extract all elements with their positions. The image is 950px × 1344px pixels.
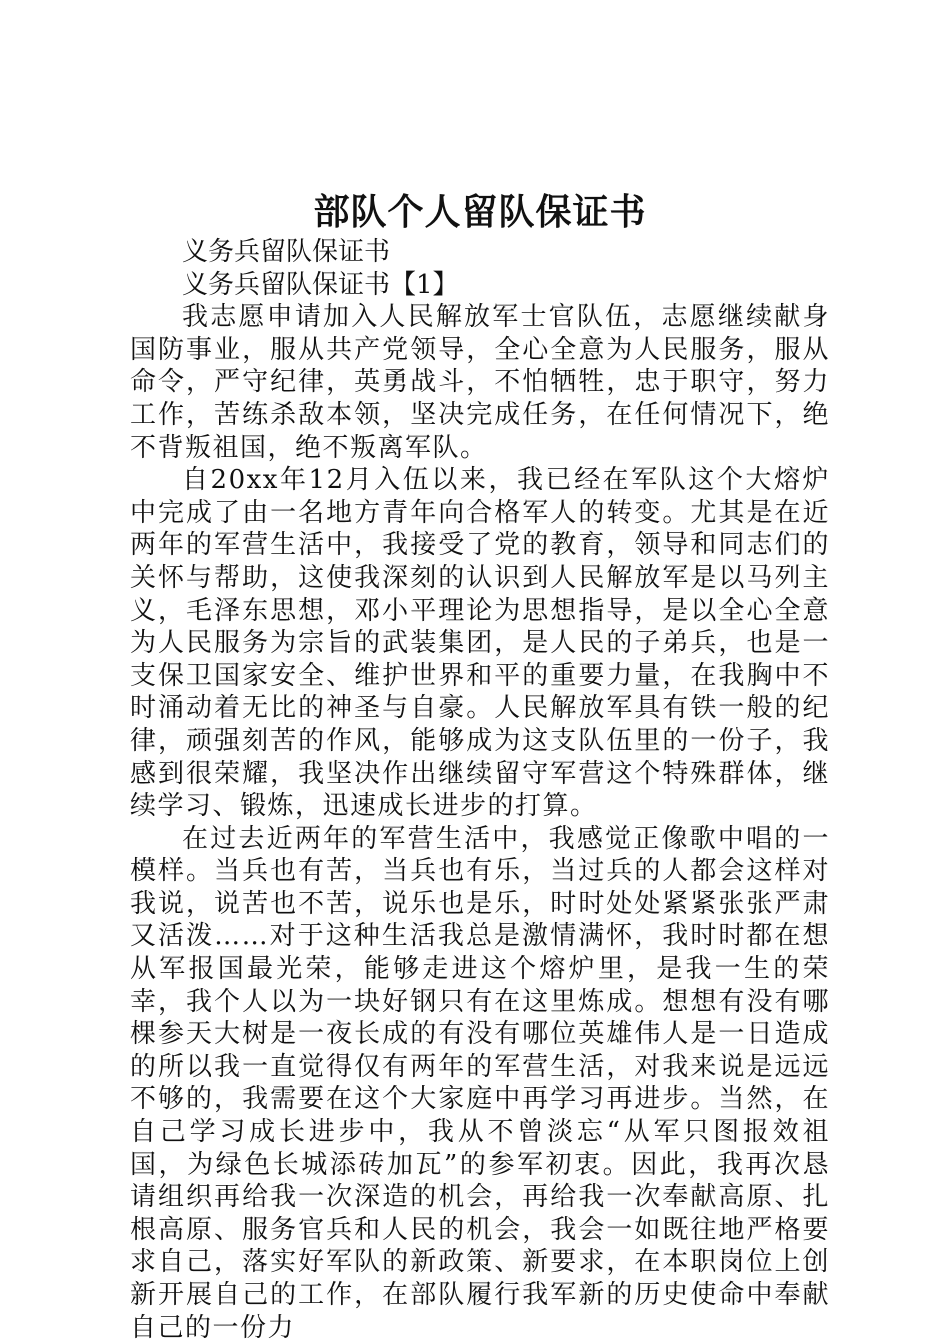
section-heading: 义务兵留队保证书【1】 [182, 269, 459, 300]
document-subtitle: 义务兵留队保证书 [182, 237, 391, 267]
document-title: 部队个人留队保证书 [313, 191, 647, 233]
paragraph-3: 在过去近两年的军营生活中，我感觉正像歌中唱的一模样。当兵也有苦，当兵也有乐，当过兵的人都会这样对我说，说苦也不苦，说乐也是乐，时时处处紧紧张张严肃又活泼……对于这种生活我总是激情满怀，我时时都在想从军报国最光荣，能够走进这个熔炉里，是我一生的荣幸，我个人以为一块好钢只有在这里炼成。想想有没有哪棵参天大树是一夜长成的有没有哪位英雄伟人是一日造成的所以我一直觉得仅有两年的军营生活，对我来说是远远不够的，我需要在这个大家庭中再学习再进步。当然，在自己学习成长进步中，我从不曾淡忘“从军只图报效祖国，为绿色长城添砖加瓦”的参军初衷。因此，我再次恳请组织再给我一次深造的机会，再给我一次奉献高原、扎根高原、服务官兵和人民的机会，我会一如既往地严格要求自己，落实好军队的新政策、新要求，在本职岗位上创新开展自己的工作，在部队履行我军新的历史使命中奉献自己的一份力 [130, 823, 830, 1343]
document-page [130, 188, 830, 1344]
paragraph-1: 我志愿申请加入人民解放军士官队伍，志愿继续献身国防事业，服从共产党领导，全心全意为人民服务，服从命令，严守纪律，英勇战斗，不怕牺牲，忠于职守，努力工作，苦练杀敌本领，坚决完成任务，在任何情况下，绝不背叛祖国，绝不叛离军队。 [130, 302, 830, 463]
paragraph-2: 自20xx年12月入伍以来，我已经在军队这个大熔炉中完成了由一名地方青年向合格军人的转变。尤其是在近两年的军营生活中，我接受了党的教育，领导和同志们的关怀与帮助，这使我深刻的认识到人民解放军是以马列主义，毛泽东思想，邓小平理论为思想指导，是以全心全意为人民服务为宗旨的武装集团，是人民的子弟兵，也是一支保卫国家安全、维护世界和平的重要力量，在我胸中不时涌动着无比的神圣与自豪。人民解放军具有铁一般的纪律，顽强刻苦的作风，能够成为这支队伍里的一份子，我感到很荣耀，我坚决作出继续留守军营这个特殊群体，继续学习、锻炼，迅速成长进步的打算。 [130, 465, 830, 822]
